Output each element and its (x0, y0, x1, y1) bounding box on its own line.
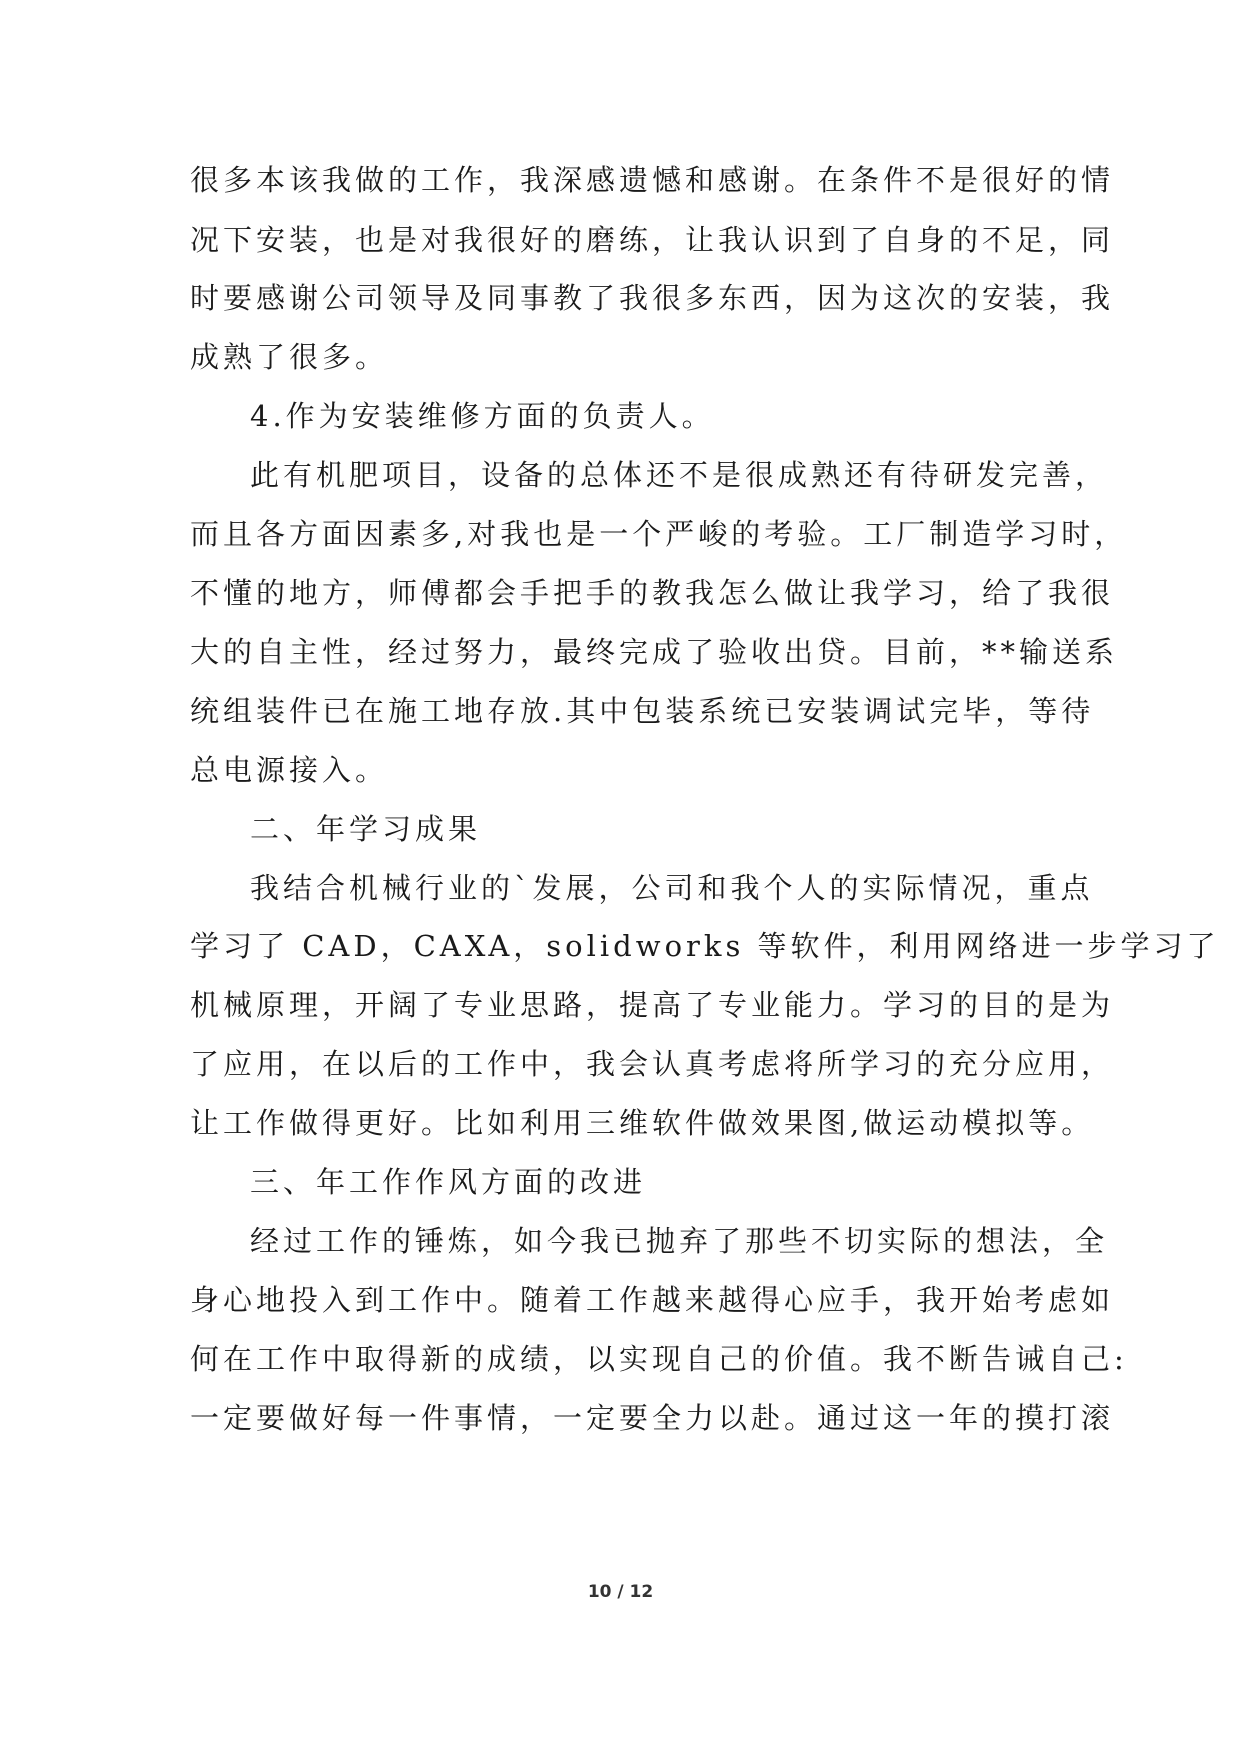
body-text-line: 成熟了很多。 (190, 340, 389, 374)
body-text-line: 身心地投入到工作中。随着工作越来越得心应手，我开始考虑如 (190, 1283, 1115, 1317)
body-text-line: 大的自主性，经过努力，最终完成了验收出贷。目前，**输送系 (190, 635, 1119, 669)
body-text-line: 让工作做得更好。比如利用三维软件做效果图,做运动模拟等。 (190, 1106, 1095, 1140)
body-text-line: 而且各方面因素多,对我也是一个严峻的考验。工厂制造学习时， (190, 517, 1128, 551)
body-text-line: 我结合机械行业的`发展，公司和我个人的实际情况，重点 (250, 871, 1094, 905)
body-text-line: 此有机肥项目，设备的总体还不是很成熟还有待研发完善， (250, 458, 1109, 492)
body-text-line: 何在工作中取得新的成绩，以实现自己的价值。我不断告诫自己: (190, 1342, 1128, 1376)
section-heading: 三、年工作作风方面的改进 (250, 1165, 647, 1199)
body-text-line: 总电源接入。 (190, 753, 389, 787)
body-text-line: 一定要做好每一件事情，一定要全力以赴。通过这一年的摸打滚 (190, 1401, 1115, 1435)
body-text-line: 时要感谢公司领导及同事教了我很多东西，因为这次的安装，我 (190, 281, 1115, 315)
body-text-line: 经过工作的锤炼，如今我已抛弃了那些不切实际的想法，全 (250, 1224, 1109, 1258)
page-number: 10 / 12 (587, 1582, 654, 1602)
body-text-line: 统组装件已在施工地存放.其中包装系统已安装调试完毕，等待 (190, 694, 1095, 728)
body-text-line: 不懂的地方，师傅都会手把手的教我怎么做让我学习，给了我很 (190, 576, 1115, 610)
body-text-line: 学习了 CAD，CAXA，solidworks 等软件，利用网络进一步学习了 (190, 929, 1220, 963)
body-text-line: 机械原理，开阔了专业思路，提高了专业能力。学习的目的是为 (190, 988, 1115, 1022)
body-text-line: 了应用，在以后的工作中，我会认真考虑将所学习的充分应用， (190, 1047, 1115, 1081)
section-heading: 二、年学习成果 (250, 812, 482, 846)
body-text-line: 很多本该我做的工作，我深感遗憾和感谢。在条件不是很好的情 (190, 163, 1115, 197)
body-text-line: 况下安装，也是对我很好的磨练，让我认识到了自身的不足，同 (190, 223, 1115, 257)
section-heading: 4.作为安装维修方面的负责人。 (250, 399, 715, 433)
